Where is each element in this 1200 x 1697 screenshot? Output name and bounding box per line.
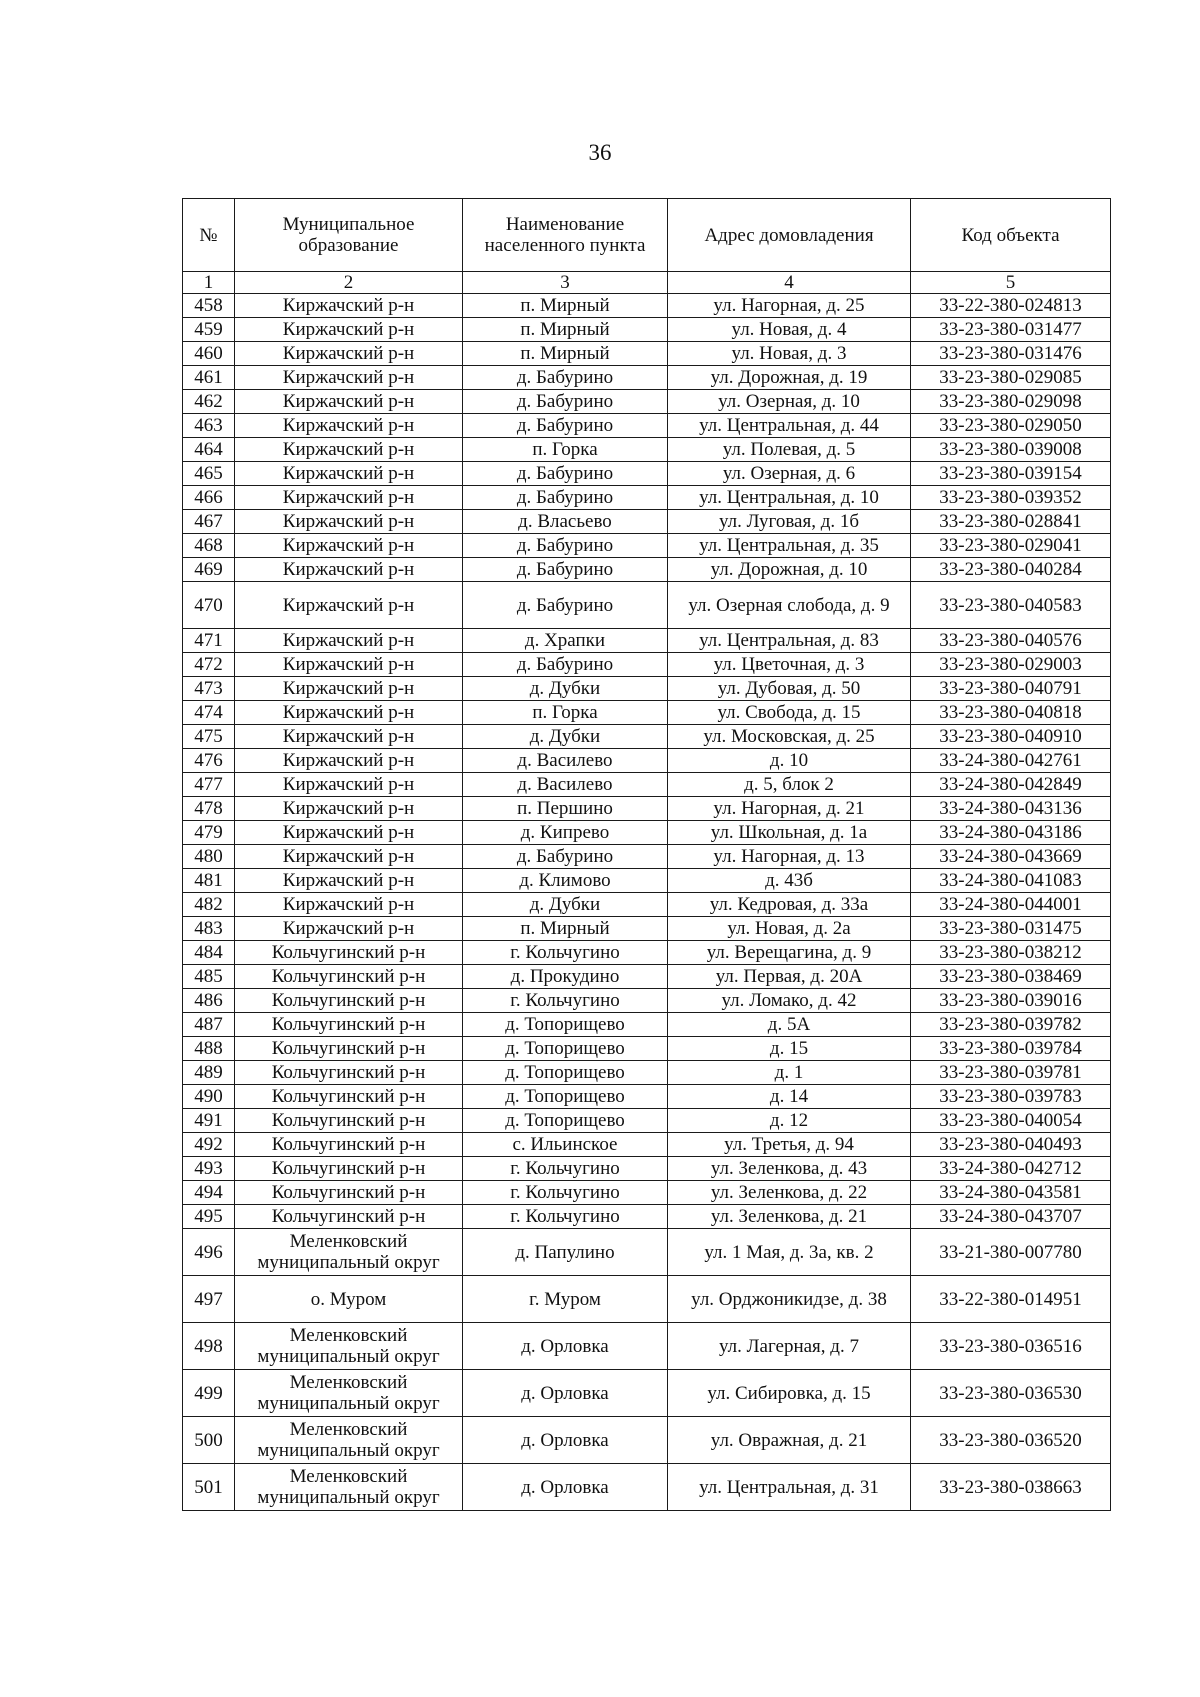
settlement-cell: д. Дубки	[463, 893, 668, 917]
object-code-cell: 33-23-380-040284	[911, 558, 1111, 582]
object-code-cell: 33-23-380-036516	[911, 1323, 1111, 1370]
header-code: Код объекта	[911, 199, 1111, 272]
row-number-cell: 491	[183, 1109, 235, 1133]
address-cell: ул. Зеленкова, д. 21	[668, 1205, 911, 1229]
object-code-cell: 33-24-380-044001	[911, 893, 1111, 917]
settlement-cell: д. Бабурино	[463, 366, 668, 390]
object-code-cell: 33-22-380-014951	[911, 1276, 1111, 1323]
object-code-cell: 33-23-380-028841	[911, 510, 1111, 534]
settlement-cell: п. Мирный	[463, 318, 668, 342]
address-cell: д. 14	[668, 1085, 911, 1109]
object-code-cell: 33-23-380-039008	[911, 438, 1111, 462]
address-cell: ул. Первая, д. 20А	[668, 965, 911, 989]
municipality-cell: Киржачский р-н	[235, 821, 463, 845]
municipality-cell: Кольчугинский р-н	[235, 965, 463, 989]
row-number-cell: 481	[183, 869, 235, 893]
object-code-cell: 33-23-380-029050	[911, 414, 1111, 438]
municipality-cell: Меленковский муниципальный округ	[235, 1417, 463, 1464]
object-code-cell: 33-23-380-040583	[911, 582, 1111, 629]
table-row	[183, 773, 1111, 797]
table-row	[183, 629, 1111, 653]
address-cell: ул. Зеленкова, д. 22	[668, 1181, 911, 1205]
table-row	[183, 893, 1111, 917]
column-index-row	[183, 272, 1111, 294]
municipality-cell: Киржачский р-н	[235, 390, 463, 414]
table-row	[183, 845, 1111, 869]
row-number-cell: 464	[183, 438, 235, 462]
settlement-cell: д. Кипрево	[463, 821, 668, 845]
table-row	[183, 582, 1111, 629]
table-row	[183, 749, 1111, 773]
address-cell: ул. Озерная слобода, д. 9	[668, 582, 911, 629]
row-number-cell: 463	[183, 414, 235, 438]
address-cell: ул. Озерная, д. 6	[668, 462, 911, 486]
settlement-cell: д. Орловка	[463, 1323, 668, 1370]
address-cell: ул. Третья, д. 94	[668, 1133, 911, 1157]
table-row	[183, 1229, 1111, 1276]
municipality-cell: Киржачский р-н	[235, 893, 463, 917]
table-row	[183, 414, 1111, 438]
address-cell: ул. Новая, д. 3	[668, 342, 911, 366]
address-cell: ул. Центральная, д. 83	[668, 629, 911, 653]
municipality-cell: Киржачский р-н	[235, 510, 463, 534]
settlement-cell: п. Мирный	[463, 342, 668, 366]
settlement-cell: д. Климово	[463, 869, 668, 893]
table-header-row	[183, 199, 1111, 272]
table-body	[183, 294, 1111, 1511]
address-cell: ул. Дубовая, д. 50	[668, 677, 911, 701]
address-cell: ул. Школьная, д. 1а	[668, 821, 911, 845]
municipality-cell: Кольчугинский р-н	[235, 1157, 463, 1181]
object-code-cell: 33-23-380-031477	[911, 318, 1111, 342]
object-code-cell: 33-23-380-029041	[911, 534, 1111, 558]
address-cell: д. 15	[668, 1037, 911, 1061]
object-code-cell: 33-21-380-007780	[911, 1229, 1111, 1276]
object-code-cell: 33-24-380-042849	[911, 773, 1111, 797]
municipality-cell: Кольчугинский р-н	[235, 941, 463, 965]
object-code-cell: 33-23-380-029098	[911, 390, 1111, 414]
object-code-cell: 33-23-380-039352	[911, 486, 1111, 510]
table-row	[183, 1013, 1111, 1037]
column-index: 2	[235, 272, 463, 294]
object-code-cell: 33-23-380-038469	[911, 965, 1111, 989]
table-row	[183, 917, 1111, 941]
row-number-cell: 490	[183, 1085, 235, 1109]
settlement-cell: д. Папулино	[463, 1229, 668, 1276]
table-row	[183, 965, 1111, 989]
table-row	[183, 1157, 1111, 1181]
address-cell: д. 12	[668, 1109, 911, 1133]
municipality-cell: Киржачский р-н	[235, 414, 463, 438]
municipality-cell: Меленковский муниципальный округ	[235, 1323, 463, 1370]
object-code-cell: 33-24-380-043581	[911, 1181, 1111, 1205]
address-cell: ул. Верещагина, д. 9	[668, 941, 911, 965]
municipality-cell: Кольчугинский р-н	[235, 1085, 463, 1109]
row-number-cell: 480	[183, 845, 235, 869]
address-cell: ул. Центральная, д. 44	[668, 414, 911, 438]
municipality-cell: Кольчугинский р-н	[235, 989, 463, 1013]
object-code-cell: 33-23-380-038663	[911, 1464, 1111, 1511]
settlement-cell: г. Кольчугино	[463, 941, 668, 965]
row-number-cell: 475	[183, 725, 235, 749]
object-code-cell: 33-23-380-039783	[911, 1085, 1111, 1109]
column-index: 3	[463, 272, 668, 294]
settlement-cell: д. Бабурино	[463, 582, 668, 629]
object-code-cell: 33-23-380-039784	[911, 1037, 1111, 1061]
settlement-cell: г. Кольчугино	[463, 1205, 668, 1229]
row-number-cell: 500	[183, 1417, 235, 1464]
settlement-cell: г. Кольчугино	[463, 1181, 668, 1205]
row-number-cell: 461	[183, 366, 235, 390]
address-cell: ул. Нагорная, д. 13	[668, 845, 911, 869]
municipality-cell: Киржачский р-н	[235, 797, 463, 821]
municipality-cell: Кольчугинский р-н	[235, 1061, 463, 1085]
object-code-cell: 33-23-380-040791	[911, 677, 1111, 701]
address-cell: ул. Сибировка, д. 15	[668, 1370, 911, 1417]
table-row	[183, 438, 1111, 462]
address-cell: ул. Дорожная, д. 19	[668, 366, 911, 390]
row-number-cell: 501	[183, 1464, 235, 1511]
municipality-cell: Киржачский р-н	[235, 294, 463, 318]
address-cell: ул. Ломако, д. 42	[668, 989, 911, 1013]
municipality-cell: Кольчугинский р-н	[235, 1109, 463, 1133]
row-number-cell: 487	[183, 1013, 235, 1037]
settlement-cell: д. Топорищево	[463, 1013, 668, 1037]
address-cell: д. 10	[668, 749, 911, 773]
object-code-cell: 33-23-380-040576	[911, 629, 1111, 653]
settlement-cell: с. Ильинское	[463, 1133, 668, 1157]
row-number-cell: 483	[183, 917, 235, 941]
row-number-cell: 465	[183, 462, 235, 486]
table-row	[183, 366, 1111, 390]
row-number-cell: 498	[183, 1323, 235, 1370]
municipality-cell: Киржачский р-н	[235, 462, 463, 486]
settlement-cell: д. Орловка	[463, 1417, 668, 1464]
table-row	[183, 1109, 1111, 1133]
settlement-cell: п. Горка	[463, 438, 668, 462]
row-number-cell: 485	[183, 965, 235, 989]
object-code-cell: 33-23-380-040818	[911, 701, 1111, 725]
settlement-cell: д. Дубки	[463, 725, 668, 749]
table-row	[183, 318, 1111, 342]
row-number-cell: 458	[183, 294, 235, 318]
settlement-cell: д. Бабурино	[463, 845, 668, 869]
object-code-cell: 33-22-380-024813	[911, 294, 1111, 318]
row-number-cell: 492	[183, 1133, 235, 1157]
settlement-cell: д. Бабурино	[463, 390, 668, 414]
municipality-cell: Киржачский р-н	[235, 366, 463, 390]
address-cell: ул. Нагорная, д. 25	[668, 294, 911, 318]
object-code-cell: 33-23-380-039782	[911, 1013, 1111, 1037]
address-cell: ул. Орджоникидзе, д. 38	[668, 1276, 911, 1323]
table-row	[183, 294, 1111, 318]
settlement-cell: д. Бабурино	[463, 558, 668, 582]
row-number-cell: 478	[183, 797, 235, 821]
municipality-cell: Кольчугинский р-н	[235, 1205, 463, 1229]
row-number-cell: 486	[183, 989, 235, 1013]
object-code-cell: 33-23-380-029003	[911, 653, 1111, 677]
municipality-cell: Киржачский р-н	[235, 486, 463, 510]
municipality-cell: Киржачский р-н	[235, 629, 463, 653]
municipality-cell: Киржачский р-н	[235, 342, 463, 366]
table-row	[183, 1037, 1111, 1061]
column-index: 1	[183, 272, 235, 294]
address-cell: ул. Овражная, д. 21	[668, 1417, 911, 1464]
table-row	[183, 1370, 1111, 1417]
table-row	[183, 1205, 1111, 1229]
table-row	[183, 941, 1111, 965]
table-row	[183, 486, 1111, 510]
table-row	[183, 342, 1111, 366]
object-code-cell: 33-24-380-043186	[911, 821, 1111, 845]
row-number-cell: 472	[183, 653, 235, 677]
row-number-cell: 489	[183, 1061, 235, 1085]
table-row	[183, 989, 1111, 1013]
address-cell: ул. Свобода, д. 15	[668, 701, 911, 725]
municipality-cell: Кольчугинский р-н	[235, 1037, 463, 1061]
municipality-cell: Киржачский р-н	[235, 869, 463, 893]
object-code-cell: 33-23-380-036520	[911, 1417, 1111, 1464]
address-cell: ул. Полевая, д. 5	[668, 438, 911, 462]
address-cell: ул. Кедровая, д. 33а	[668, 893, 911, 917]
municipality-cell: Кольчугинский р-н	[235, 1013, 463, 1037]
row-number-cell: 484	[183, 941, 235, 965]
table-row	[183, 1464, 1111, 1511]
table-row	[183, 390, 1111, 414]
row-number-cell: 479	[183, 821, 235, 845]
object-code-cell: 33-23-380-040493	[911, 1133, 1111, 1157]
table-row	[183, 1181, 1111, 1205]
address-cell: д. 5А	[668, 1013, 911, 1037]
municipality-cell: Киржачский р-н	[235, 582, 463, 629]
settlement-cell: п. Мирный	[463, 917, 668, 941]
row-number-cell: 467	[183, 510, 235, 534]
municipality-cell: Киржачский р-н	[235, 534, 463, 558]
municipality-cell: Меленковский муниципальный округ	[235, 1229, 463, 1276]
settlement-cell: г. Муром	[463, 1276, 668, 1323]
settlement-cell: д. Бабурино	[463, 486, 668, 510]
municipality-cell: Киржачский р-н	[235, 677, 463, 701]
municipality-cell: Киржачский р-н	[235, 725, 463, 749]
address-cell: ул. Центральная, д. 31	[668, 1464, 911, 1511]
settlement-cell: д. Бабурино	[463, 534, 668, 558]
municipality-cell: о. Муром	[235, 1276, 463, 1323]
households-table	[182, 198, 1111, 1511]
table-row	[183, 1276, 1111, 1323]
page-number: 36	[588, 140, 612, 165]
address-cell: ул. Центральная, д. 35	[668, 534, 911, 558]
address-cell: ул. Цветочная, д. 3	[668, 653, 911, 677]
address-cell: ул. Центральная, д. 10	[668, 486, 911, 510]
address-cell: ул. Нагорная, д. 21	[668, 797, 911, 821]
address-cell: д. 43б	[668, 869, 911, 893]
municipality-cell: Киржачский р-н	[235, 773, 463, 797]
row-number-cell: 474	[183, 701, 235, 725]
column-index: 4	[668, 272, 911, 294]
row-number-cell: 494	[183, 1181, 235, 1205]
object-code-cell: 33-23-380-031475	[911, 917, 1111, 941]
row-number-cell: 466	[183, 486, 235, 510]
address-cell: ул. 1 Мая, д. 3а, кв. 2	[668, 1229, 911, 1276]
settlement-cell: д. Орловка	[463, 1370, 668, 1417]
object-code-cell: 33-23-380-029085	[911, 366, 1111, 390]
table-row	[183, 821, 1111, 845]
table-row	[183, 1323, 1111, 1370]
row-number-cell: 469	[183, 558, 235, 582]
row-number-cell: 499	[183, 1370, 235, 1417]
row-number-cell: 468	[183, 534, 235, 558]
table-row	[183, 725, 1111, 749]
object-code-cell: 33-24-380-043669	[911, 845, 1111, 869]
row-number-cell: 488	[183, 1037, 235, 1061]
settlement-cell: д. Власьево	[463, 510, 668, 534]
municipality-cell: Киржачский р-н	[235, 558, 463, 582]
header-address: Адрес домовладения	[668, 199, 911, 272]
municipality-cell: Киржачский р-н	[235, 653, 463, 677]
settlement-cell: д. Василево	[463, 749, 668, 773]
row-number-cell: 496	[183, 1229, 235, 1276]
column-index: 5	[911, 272, 1111, 294]
row-number-cell: 462	[183, 390, 235, 414]
settlement-cell: д. Дубки	[463, 677, 668, 701]
row-number-cell: 497	[183, 1276, 235, 1323]
row-number-cell: 476	[183, 749, 235, 773]
address-cell: д. 5, блок 2	[668, 773, 911, 797]
table-row	[183, 653, 1111, 677]
table-row	[183, 677, 1111, 701]
object-code-cell: 33-23-380-039781	[911, 1061, 1111, 1085]
header-settlement: Наименование населенного пункта	[463, 199, 668, 272]
object-code-cell: 33-23-380-040054	[911, 1109, 1111, 1133]
object-code-cell: 33-24-380-043707	[911, 1205, 1111, 1229]
object-code-cell: 33-23-380-039154	[911, 462, 1111, 486]
municipality-cell: Киржачский р-н	[235, 845, 463, 869]
municipality-cell: Меленковский муниципальный округ	[235, 1370, 463, 1417]
settlement-cell: д. Топорищево	[463, 1085, 668, 1109]
table-row	[183, 869, 1111, 893]
object-code-cell: 33-23-380-038212	[911, 941, 1111, 965]
settlement-cell: п. Горка	[463, 701, 668, 725]
table-row	[183, 1133, 1111, 1157]
object-code-cell: 33-23-380-036530	[911, 1370, 1111, 1417]
table-row	[183, 534, 1111, 558]
object-code-cell: 33-24-380-043136	[911, 797, 1111, 821]
settlement-cell: д. Бабурино	[463, 462, 668, 486]
table-row	[183, 558, 1111, 582]
row-number-cell: 460	[183, 342, 235, 366]
settlement-cell: д. Бабурино	[463, 653, 668, 677]
address-cell: ул. Дорожная, д. 10	[668, 558, 911, 582]
row-number-cell: 493	[183, 1157, 235, 1181]
header-num: №	[183, 199, 235, 272]
settlement-cell: д. Топорищево	[463, 1061, 668, 1085]
municipality-cell: Кольчугинский р-н	[235, 1181, 463, 1205]
row-number-cell: 482	[183, 893, 235, 917]
address-cell: ул. Зеленкова, д. 43	[668, 1157, 911, 1181]
table-row	[183, 797, 1111, 821]
object-code-cell: 33-24-380-041083	[911, 869, 1111, 893]
object-code-cell: 33-23-380-031476	[911, 342, 1111, 366]
settlement-cell: п. Першино	[463, 797, 668, 821]
settlement-cell: д. Топорищево	[463, 1109, 668, 1133]
address-cell: ул. Московская, д. 25	[668, 725, 911, 749]
table-row	[183, 1417, 1111, 1464]
object-code-cell: 33-24-380-042761	[911, 749, 1111, 773]
address-cell: ул. Новая, д. 4	[668, 318, 911, 342]
table-row	[183, 1085, 1111, 1109]
settlement-cell: г. Кольчугино	[463, 1157, 668, 1181]
row-number-cell: 477	[183, 773, 235, 797]
municipality-cell: Киржачский р-н	[235, 318, 463, 342]
object-code-cell: 33-23-380-040910	[911, 725, 1111, 749]
municipality-cell: Киржачский р-н	[235, 701, 463, 725]
row-number-cell: 459	[183, 318, 235, 342]
row-number-cell: 495	[183, 1205, 235, 1229]
table-row	[183, 462, 1111, 486]
row-number-cell: 473	[183, 677, 235, 701]
address-cell: д. 1	[668, 1061, 911, 1085]
settlement-cell: п. Мирный	[463, 294, 668, 318]
header-municipality: Муниципальное образование	[235, 199, 463, 272]
settlement-cell: д. Прокудино	[463, 965, 668, 989]
settlement-cell: д. Храпки	[463, 629, 668, 653]
settlement-cell: д. Топорищево	[463, 1037, 668, 1061]
row-number-cell: 470	[183, 582, 235, 629]
address-cell: ул. Лагерная, д. 7	[668, 1323, 911, 1370]
municipality-cell: Киржачский р-н	[235, 438, 463, 462]
settlement-cell: д. Василево	[463, 773, 668, 797]
table-row	[183, 701, 1111, 725]
municipality-cell: Киржачский р-н	[235, 749, 463, 773]
row-number-cell: 471	[183, 629, 235, 653]
address-cell: ул. Луговая, д. 1б	[668, 510, 911, 534]
municipality-cell: Меленковский муниципальный округ	[235, 1464, 463, 1511]
municipality-cell: Кольчугинский р-н	[235, 1133, 463, 1157]
table-row	[183, 1061, 1111, 1085]
address-cell: ул. Озерная, д. 10	[668, 390, 911, 414]
settlement-cell: г. Кольчугино	[463, 989, 668, 1013]
address-cell: ул. Новая, д. 2а	[668, 917, 911, 941]
municipality-cell: Киржачский р-н	[235, 917, 463, 941]
object-code-cell: 33-24-380-042712	[911, 1157, 1111, 1181]
object-code-cell: 33-23-380-039016	[911, 989, 1111, 1013]
settlement-cell: д. Орловка	[463, 1464, 668, 1511]
settlement-cell: д. Бабурино	[463, 414, 668, 438]
table-row	[183, 510, 1111, 534]
